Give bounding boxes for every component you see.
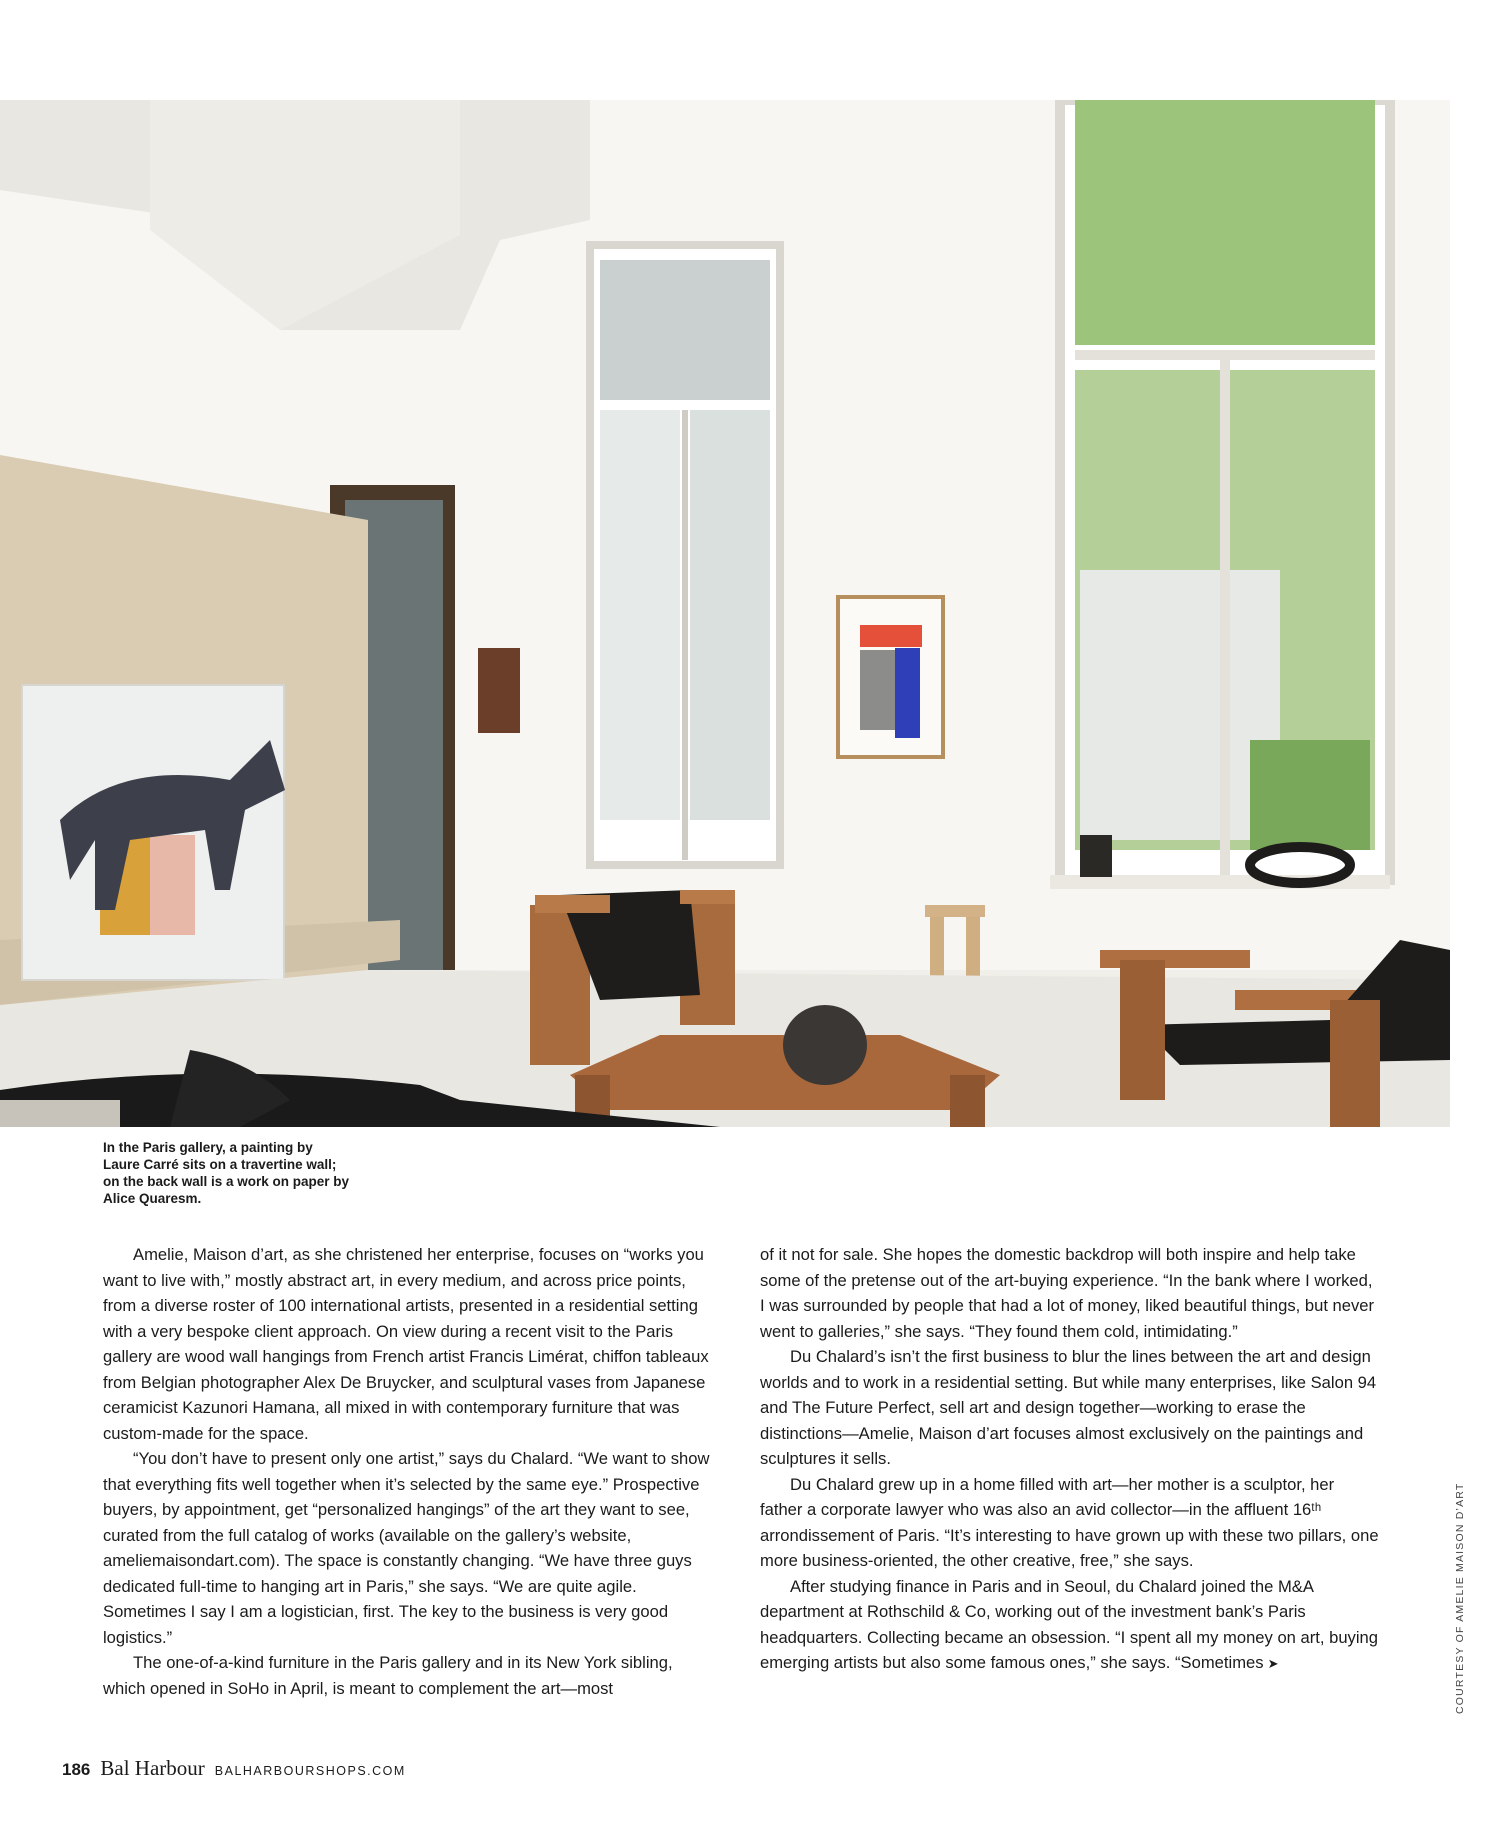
- gallery-photo: [0, 100, 1450, 1127]
- page-footer: [62, 1756, 406, 1780]
- paragraph-text: After studying finance in Paris and in Seoul, du Chalard joined the M&A department at Rothschild & Co, working out of the investment bank’s Paris headquarters. Collecting became an obsession. “I spent all my money on art, buying emerging artists but also some famous ones,” she says. “Sometimes: [760, 1576, 1378, 1672]
- article-column-left: [103, 1242, 718, 1701]
- page-number: 186: [62, 1760, 91, 1779]
- continued-arrow-icon: ➤: [1267, 1656, 1279, 1671]
- paragraph: of it not for sale. She hopes the domestic backdrop will both inspire and help take some of the pretense out of the art-buying experience. “In the bank where I worked, I was surrounded by people that had a lot of money, liked beautiful things, but never went to galleries,” she says. “They found them cold, intimidating.”: [760, 1245, 1375, 1341]
- photo-caption: In the Paris gallery, a painting by Laure Carré sits on a travertine wall; on the back wall is a work on paper by Alice Quaresm.: [103, 1140, 350, 1206]
- paragraph: Du Chalard’s isn’t the first business to blur the lines between the art and design worlds and to work in a residential setting. But while many enterprises, like Salon 94 and The Future Perfect, sell art and design together—working to erase the distinctions—Amelie, Maison d’art focuses almost exclusively on the paintings and sculptures it sells.: [760, 1347, 1377, 1468]
- paragraph: Amelie, Maison d’art, as she christened her enterprise, focuses on “works you want to live with,” mostly abstract art, in every medium, and across price points, from a diverse roster of 100 international artists, presented in a residential setting with a very bespoke client approach. On view during a recent visit to the Paris gallery are wood wall hangings from French artist Francis Limérat, chiffon tableaux from Belgian photographer Alex De Bruycker, and sculptural vases from Japanese ceramicist Kazunori Hamana, all mixed in with contemporary furniture that was custom-made for the space.: [103, 1245, 709, 1443]
- photo-credit: [1454, 1414, 1472, 1714]
- paragraph: The one-of-a-kind furniture in the Paris gallery and in its New York sibling, which opened in SoHo in April, is meant to complement the art—most: [103, 1653, 673, 1698]
- gallery-interior-illustration: [0, 100, 1450, 1127]
- paragraph: Du Chalard grew up in a home filled with art—her mother is a sculptor, her father a corporate lawyer who was also an avid collector—in the affluent 16ᵗʰ arrondissement of Paris. “It’s interesting to have grown up with these two pillars, one more business-oriented, the other creative, free,” she says.: [760, 1474, 1379, 1570]
- photo-credit-text: COURTESY OF AMELIE MAISON D’ART: [1454, 1482, 1466, 1714]
- magazine-name: Bal Harbour: [100, 1756, 205, 1780]
- website-link[interactable]: BALHARBOURSHOPS.COM: [214, 1764, 406, 1778]
- paragraph: “You don’t have to present only one artist,” says du Chalard. “We want to show that everything fits well together when it’s selected by the same eye.” Prospective buyers, by appointment, get “personalized hangings” of the art they want to see, curated from the full catalog of works (available on the gallery’s website, ameliemaisondart.com). The space is constantly changing. “We have three guys dedicated full-time to hanging art in Paris,” she says. “We are quite agile. Sometimes I say I am a logistician, first. The key to the business is very good logistics.”: [103, 1449, 710, 1647]
- article-column-right: [760, 1242, 1380, 1677]
- paragraph-last: [760, 1574, 1380, 1677]
